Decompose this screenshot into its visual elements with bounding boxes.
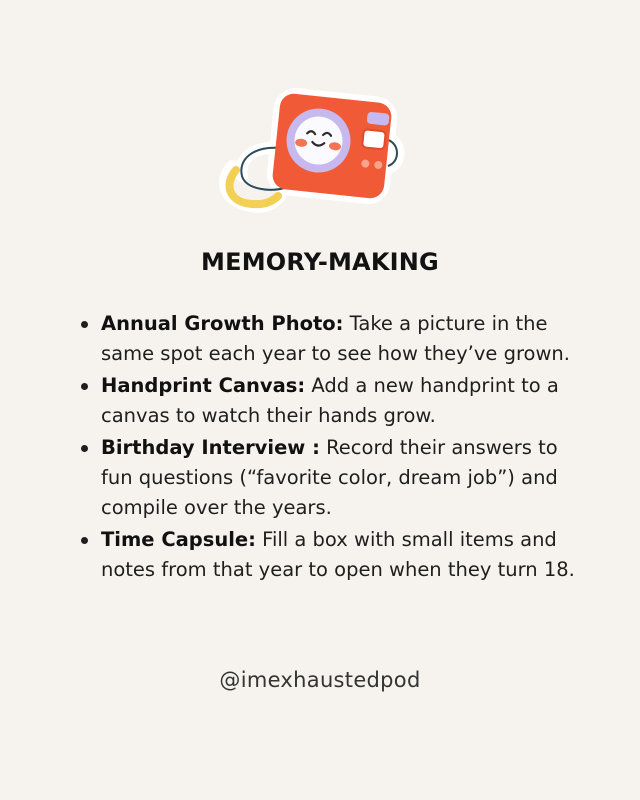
tip-text: Take a picture in the same spot each year to see how they’ve grown. bbox=[101, 312, 570, 365]
list-item bbox=[80, 433, 580, 523]
camera-illustration bbox=[212, 88, 412, 218]
bullet-icon bbox=[81, 537, 88, 544]
tip-text: Record their answers to fun questions (“favorite color, dream job”) and compile over the years. bbox=[101, 436, 558, 519]
tip-text: Fill a box with small items and notes from that year to open when they turn 18. bbox=[101, 528, 575, 581]
tip-heading: Annual Growth Photo: bbox=[101, 312, 344, 335]
bullet-icon bbox=[81, 383, 88, 390]
camera-icon bbox=[212, 88, 412, 218]
list-item bbox=[80, 525, 580, 585]
list-item bbox=[80, 371, 580, 431]
page-title: MEMORY-MAKING bbox=[201, 248, 439, 276]
tips-list bbox=[80, 309, 580, 587]
tip-heading: Birthday Interview : bbox=[101, 436, 320, 459]
list-item bbox=[80, 309, 580, 369]
tip-text: Add a new handprint to a canvas to watch their hands grow. bbox=[101, 374, 559, 427]
tip-heading: Handprint Canvas: bbox=[101, 374, 306, 397]
bullet-icon bbox=[81, 445, 88, 452]
social-handle: @imexhaustedpod bbox=[219, 668, 421, 692]
bullet-icon bbox=[81, 321, 88, 328]
tip-heading: Time Capsule: bbox=[101, 528, 256, 551]
